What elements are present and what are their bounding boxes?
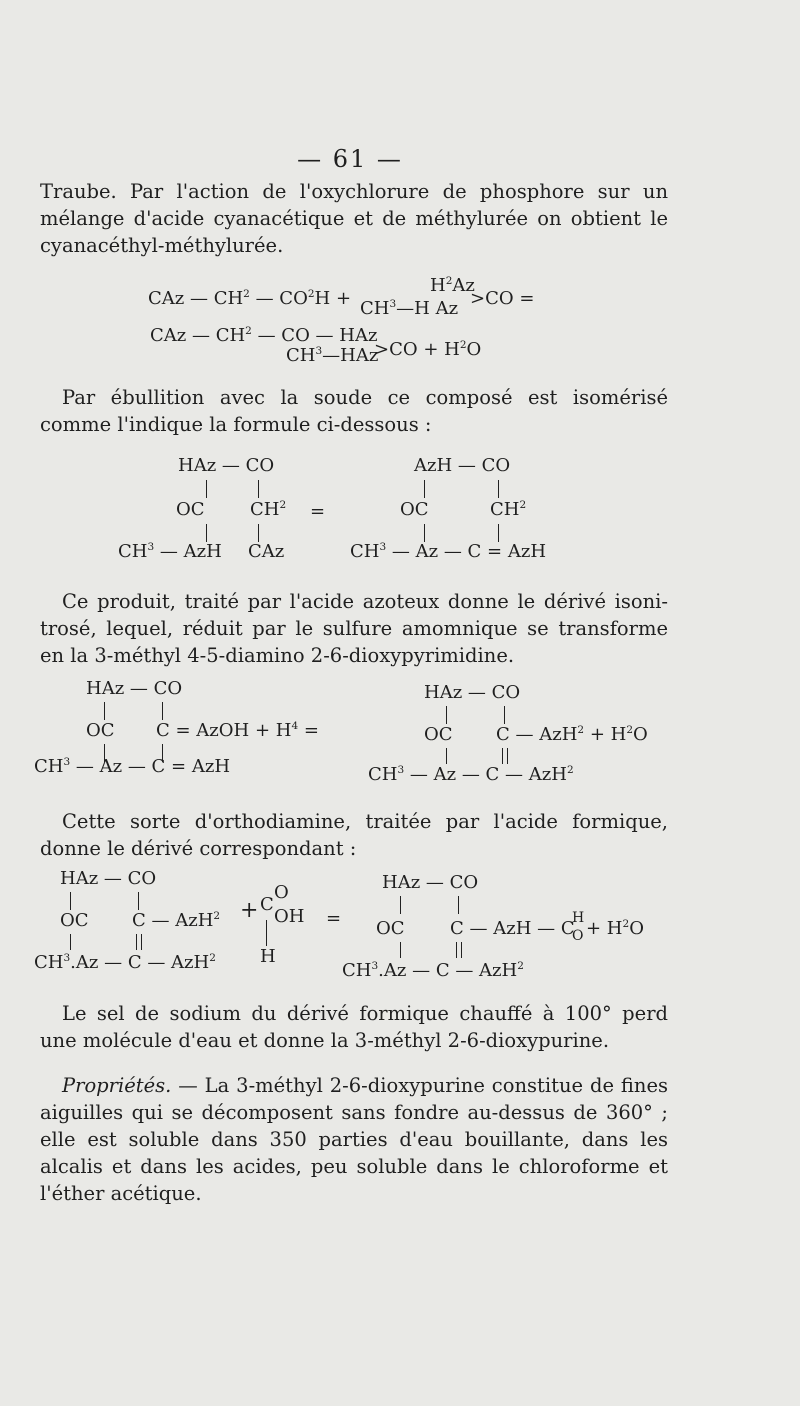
- equation-formylation: HAz — CO OC C — AzH$^2$ $CH^3.Az$ — C — AzH$^2$ + C O OH H = HAz — CO OC C — AzH — C H O + $H^2O$ $CH^3.Az$ — C — AzH$^2$: [34, 868, 644, 981]
- equation-cyanacetyl-formation: CAz — $CH^2$ — $CO^2H$ + $H^2Az$ $CH^3—H$ Az >CO =: [148, 275, 535, 319]
- paragraph-properties: Propriétés. — La 3-méthyl 2-6-dioxypurine constitue de fines aiguilles qui se décomposent sans fondre au-dessus de 360° ; elle est soluble dans 350 parties d'eau bouillante, dans les alcalis et dans les acides, peu soluble dans le chloroforme et l'éther acétique.: [40, 1074, 668, 1205]
- equation-isomerization-structures: HAz — CO OC $CH^2$ $CH^3$ — AzH CAz = AzH — CO OC $CH^2$ $CH^3$ — Az — C = AzH: [118, 455, 547, 562]
- equation-cyanacetyl-product: CAz — $CH^2$ — CO — HAz $CH^3—HAz$ $>CO + H^2O$: [150, 325, 482, 366]
- paragraph-orthodiamine: Cette sorte d'orthodiamine, traitée par l'acide formique, donne le dérivé correspondant :: [40, 810, 668, 860]
- paragraph-isomerization: Par ébullition avec la soude ce composé est isomérisé comme l'indique la formule ci-dessous :: [40, 386, 668, 436]
- properties-heading: Propriétés.: [62, 1074, 172, 1097]
- page-number: — 61 —: [297, 145, 403, 173]
- paragraph-isonitroso: Ce produit, traité par l'acide azoteux donne le dérivé isoni-trosé, lequel, réduit par le sulfure amomnique se transforme en la 3-méthyl 4-5-diamino 2-6-dioxypyrimidine.: [40, 590, 668, 667]
- equation-reduction: HAz — CO OC C = AzOH + $H^4$ = $CH^3$ — Az — C = AzH HAz — CO OC C — $AzH^2 + H^2O$ $CH^3$ — Az — C — AzH$^2$: [34, 678, 648, 785]
- paragraph-intro: Traube. Par l'action de l'oxychlorure de phosphore sur un mélange d'acide cyanacétique et de méthylurée on obtient le cyanacéthyl-méthylurée.: [40, 180, 668, 257]
- paragraph-sodium-salt: Le sel de sodium du dérivé formique chauffé à 100° perd une molécule d'eau et donne la 3-méthyl 2-6-dioxypurine.: [40, 1002, 668, 1052]
